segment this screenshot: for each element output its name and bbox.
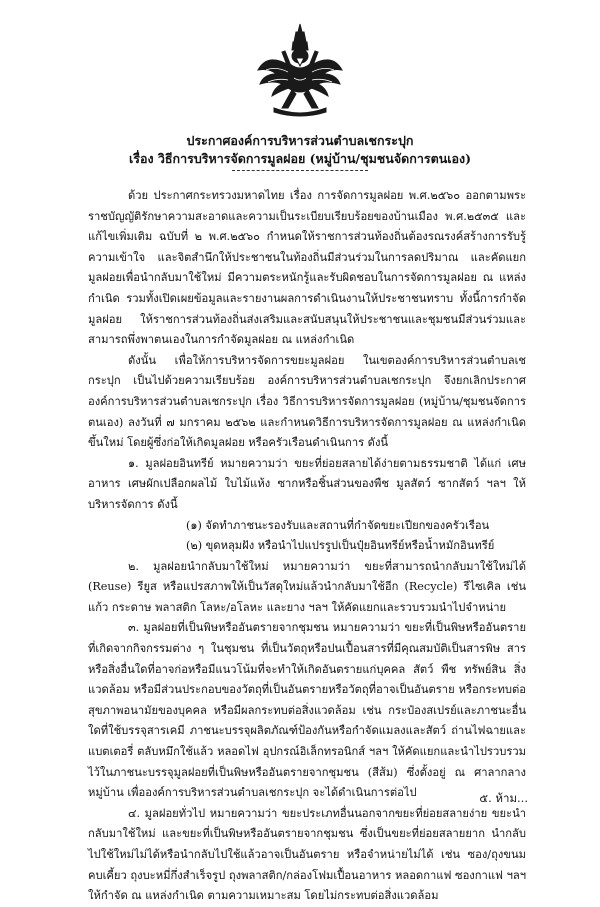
paragraph-item-2: ๒. มูลฝอยนำกลับมาใช้ใหม่ หมายความว่า ขยะที่สามารถนำกลับมาใช้ใหม่ได้ (Reuse) รียูส หรือแปรสภาพให้เป็นวัสดุใหม่แล้วนำกลับมาใช้อีก (Recycle) รีไซเคิล เช่น แก้ว กระดาษ พลาสติก โลหะ/อโลหะ และยาง ฯลฯ ให้คัดแยกและรวบรวมนำไปจำหน่าย (88, 559, 526, 614)
garuda-emblem-icon (252, 22, 348, 120)
title-separator (232, 170, 368, 171)
paragraph-purpose: ดังนั้น เพื่อให้การบริหารจัดการขยะมูลฝอย ในเขตองค์การบริหารส่วนตำบลเชกระปุก เป็นไปด้วยความเรียบร้อย องค์การบริหารส่วนตำบลเชกระปุก จึงยกเลิกประกาศองค์การบริหารส่วนตำบลเชกระปุก เรื่อง วิธีการบริหารจัดการมูลฝอย (หมู่บ้าน/ชุมชนจัดการตนเอง) ลงวันที่ ๗ มกราคม ๒๕๖๒ และกำหนดวิธีการบริหารจัดการมูลฝอย ณ แหล่งกำเนิด ขึ้นใหม่ โดยผู้ซึ่งก่อให้เกิดมูลฝอย หรือครัวเรือนดำเนินการ ดังนี้ (88, 353, 526, 450)
page-continuation: ๕. ห้าม... (479, 791, 528, 805)
announcement-title: ประกาศองค์การบริหารส่วนตำบลเชกระปุก (186, 133, 414, 148)
paragraph-background: ด้วย ประกาศกระทรวงมหาดไทย เรื่อง การจัดการมูลฝอย พ.ศ.๒๕๖๐ ออกตามพระราชบัญญัติรักษาความสะอาดและความเป็นระเบียบเรียบร้อยของบ้านเมือง พ.ศ.๒๕๓๕ และแก้ไขเพิ่มเติม ฉบับที่ ๒ พ.ศ.๒๕๖๐ กำหนดให้ราชการส่วนท้องถิ่นต้องรณรงค์สร้างการรับรู้ ความเข้าใจ และจิตสำนึกให้ประชาชนในท้องถิ่นมีส่วนร่วมในการลดปริมาณ และคัดแยกมูลฝอยเพื่อนำกลับมาใช้ใหม่ มีความตระหนักรู้และรับผิดชอบในการจัดการมูลฝอย ณ แหล่งกำเนิด รวมทั้งเปิดเผยข้อมูลและรายงานผลการดำเนินงานให้ประชาชนทราบ ทั้งนี้การกำจัดมูลฝอย ให้ราชการส่วนท้องถิ่นส่งเสริมและสนับสนุนให้ประชาชนและชุมชนมีส่วนร่วมและสามารถพึ่งพาตนเองในการกำจัดมูลฝอย ณ แหล่งกำเนิด (88, 189, 526, 347)
paragraph-item-3: ๓. มูลฝอยที่เป็นพิษหรืออันตรายจากชุมชน หมายความว่า ขยะที่เป็นพิษหรืออันตรายที่เกิดจากกิจกรรมต่าง ๆ ในชุมชน ที่เป็นวัตถุหรือปนเปื้อนสารที่มีคุณสมบัติเป็นสารพิษ สารหรือสิ่งอื่นใดที่อาจก่อหรือมีแนวโน้มที่จะทำให้เกิดอันตรายแก่บุคคล สัตว์ พืช ทรัพย์สิน สิ่งแวดล้อม หรือมีส่วนประกอบของวัตถุที่เป็นอันตรายหรือวัตถุที่อาจเป็นอันตราย หรือกระทบต่อสุขภาพอนามัยของบุคคล หรือมีผลกระทบต่อสิ่งแวดล้อม เช่น กระป๋องสเปรย์และภาชนะอื่นใดที่ใช้บรรจุสารเคมี ภาชนะบรรจุผลิตภัณฑ์ป้องกันหรือกำจัดแมลงและสัตว์ ถ่านไฟฉายและแบตเตอรี่ ตลับหมึกใช้แล้ว หลอดไฟ อุปกรณ์อิเล็กทรอนิกส์ ฯลฯ ให้คัดแยกและนำไปรวบรวมไว้ในภาชนะบรรจุมูลฝอยที่เป็นพิษหรืออันตรายจากชุมชน (สีส้ม) ซึ่งตั้งอยู่ ณ ศาลากลางหมู่บ้าน เพื่อองค์การบริหารส่วนตำบลเชกระปุก จะได้ดำเนินการต่อไป (88, 621, 526, 800)
announcement-subject: เรื่อง วิธีการบริหารจัดการมูลฝอย (หมู่บ้าน/ชุมชนจัดการตนเอง) (128, 151, 472, 166)
paragraph-item-1: ๑. มูลฝอยอินทรีย์ หมายความว่า ขยะที่ย่อยสลายได้ง่ายตามธรรมชาติ ได้แก่ เศษอาหาร เศษผักเปลือกผลไม้ ใบไม้แห้ง ซากหรือชิ้นส่วนของพืช มูลสัตว์ ซากสัตว์ ฯลฯ ให้บริหารจัดการ ดังนี้ (88, 456, 526, 511)
sub-item-1: (๑) จัดทำภาชนะรองรับและสถานที่กำจัดขยะเปียกของครัวเรือน (186, 518, 490, 532)
paragraph-item-4: ๔. มูลฝอยทั่วไป หมายความว่า ขยะประเภทอื่นนอกจากขยะที่ย่อยสลายง่าย ขยะนำกลับมาใช้ใหม่ และขยะที่เป็นพิษหรืออันตรายจากชุมชน ซึ่งเป็นขยะที่ย่อยสลายยาก นำกลับไปใช้ใหม่ไม่ได้หรือนำกลับไปใช้แล้วอาจเป็นอันตราย หรือจำหน่ายไม่ได้ เช่น ซอง/ถุงขนมคบเคี้ยว ถุงบะหมี่กึ่งสำเร็จรูป ถุงพลาสติก/กล่องโฟมเปื้อนอาหาร หลอดกาแฟ ซองกาแฟ ฯลฯ ให้กำจัด ณ แหล่งกำเนิด ตามความเหมาะสม โดยไม่กระทบต่อสิ่งแวดล้อม (88, 806, 526, 903)
sub-item-2: (๒) ขุดหลุมฝัง หรือนำไปแปรรูปเป็นปุ๋ยอินทรีย์หรือน้ำหมักอินทรีย์ (186, 539, 495, 553)
announcement-body (88, 186, 526, 907)
